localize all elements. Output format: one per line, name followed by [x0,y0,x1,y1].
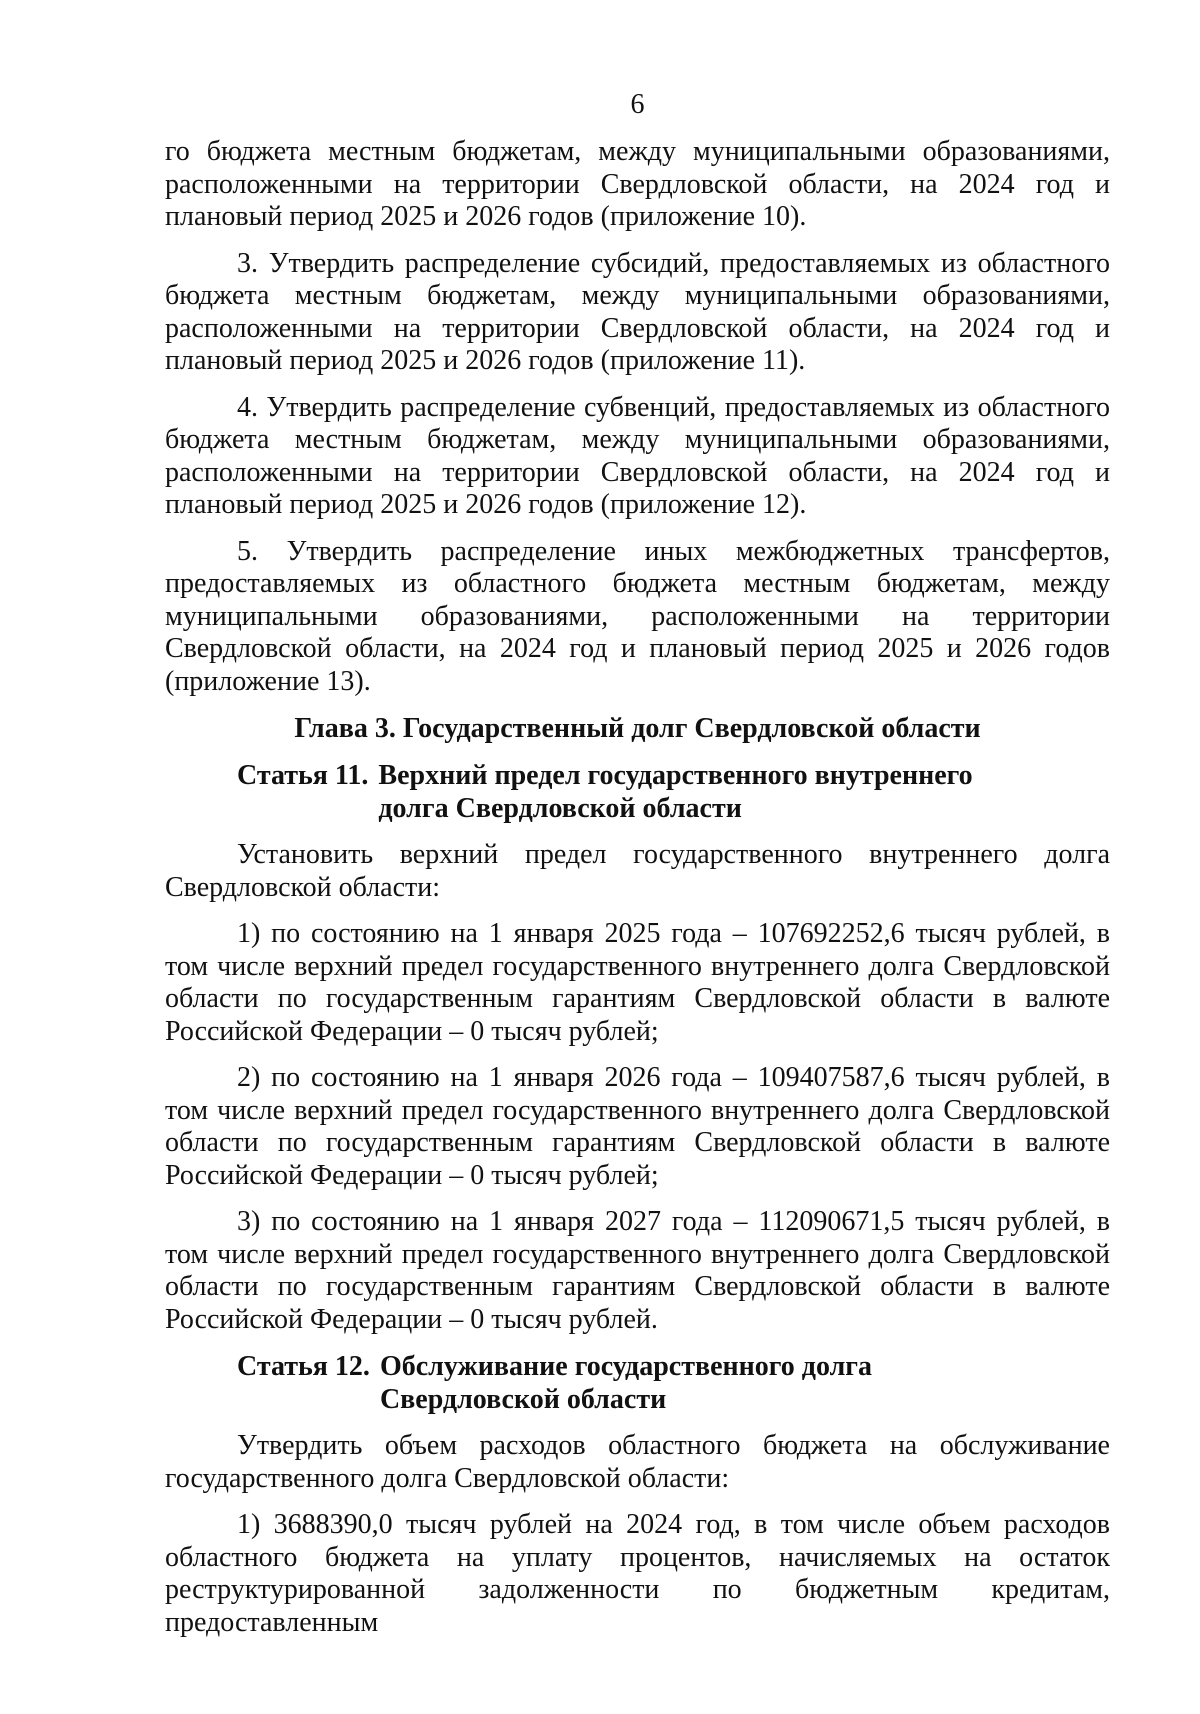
page-number: 6 [630,89,645,120]
article-11-item-3: 3) по состоянию на 1 января 2027 года – 112090671,5 тысяч рублей, в том числе верхний предел государственного внутреннего долга Свердловской области по государственным гарантиям Свердловской области в валюте Российской Федерации – 0 тысяч рублей. [165,1206,1110,1335]
article-12-title-line2: Свердловской области [379,1384,667,1415]
article-11-intro: Установить верхний предел государственного внутреннего долга Свердловской области: [165,839,1110,903]
article-12-title [380,1350,872,1416]
paragraph-item-5: 5. Утвердить распределение иных межбюджетных трансфертов, предоставляемых из областного бюджета местным бюджетам, между муниципальными образованиями, расположенными на территории Свердловской области, на 2024 год и плановый период 2025 и 2026 годов (приложение 13). [165,535,1110,697]
article-11-title [378,759,972,825]
paragraph-continuation: го бюджета местным бюджетам, между муниципальными образованиями, расположенными на территории Свердловской области, на 2024 год и плановый период 2025 и 2026 годов (приложение 10). [165,136,1110,232]
article-11-item-1: 1) по состоянию на 1 января 2025 года – 107692252,6 тысяч рублей, в том числе верхний предел государственного внутреннего долга Свердловской области по государственным гарантиям Свердловской области в валюте Российской Федерации – 0 тысяч рублей; [165,918,1110,1047]
article-12-intro: Утвердить объем расходов областного бюджета на обслуживание государственного долга Свердловской области: [165,1430,1110,1494]
paragraph-item-4: 4. Утвердить распределение субвенций, предоставляемых из областного бюджета местным бюджетам, между муниципальными образованиями, расположенными на территории Свердловской области, на 2024 год и плановый период 2025 и 2026 годов (приложение 12). [165,391,1110,520]
paragraph-item-3: 3. Утвердить распределение субсидий, предоставляемых из областного бюджета местным бюджетам, между муниципальными образованиями, расположенными на территории Свердловской области, на 2024 год и плановый период 2025 и 2026 годов (приложение 11). [165,247,1110,376]
article-11-number: Статья 11. [237,760,369,791]
article-11-title-line2: долга Свердловской области [378,793,742,824]
article-11-item-2: 2) по состоянию на 1 января 2026 года – 109407587,6 тысяч рублей, в том числе верхний предел государственного внутреннего долга Свердловской области по государственным гарантиям Свердловской области в валюте Российской Федерации – 0 тысяч рублей; [165,1062,1110,1191]
article-12-item-1: 1) 3688390,0 тысяч рублей на 2024 год, в том числе объем расходов областного бюджета на уплату процентов, начисляемых на остаток реструктурированной задолженности по бюджетным кредитам, предоставленным [165,1509,1110,1638]
article-12-number: Статья 12. [237,1351,370,1382]
chapter-heading: Глава 3. Государственный долг Свердловской области [294,713,981,744]
article-12-heading [237,1350,1110,1416]
article-11-title-line1: Верхний предел государственного внутреннего [378,760,973,791]
article-12-title-line1: Обслуживание государственного долга [379,1351,873,1382]
article-11-heading [237,759,1110,825]
